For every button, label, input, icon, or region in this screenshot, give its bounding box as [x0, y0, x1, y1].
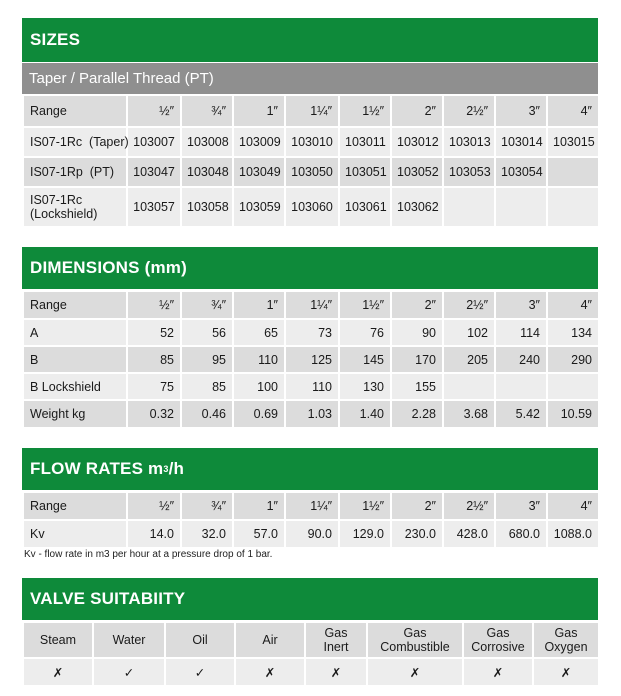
table-cell	[547, 187, 599, 227]
sizes-table	[22, 94, 600, 228]
table-cell: 1088.0	[547, 520, 599, 548]
flow-title-text: FLOW RATES m	[30, 459, 164, 478]
flow-rates-table	[22, 491, 600, 549]
table-cell: 103049	[233, 157, 285, 187]
table-cell: 103061	[339, 187, 391, 227]
header-line: Combustible	[380, 640, 450, 654]
header-cell: 1″	[233, 95, 285, 127]
header-cell: 2½″	[443, 291, 495, 319]
table-cell: 103057	[127, 187, 181, 227]
suitability-section-title: VALVE SUITABIITY	[22, 578, 598, 620]
sizes-section-title: SIZES	[22, 18, 598, 62]
table-cell: 114	[495, 319, 547, 346]
table-cell: 103014	[495, 127, 547, 157]
header-cell: 2½″	[443, 492, 495, 520]
table-cell: 95	[181, 346, 233, 373]
header-cell	[93, 622, 165, 658]
row-label: A	[23, 319, 127, 346]
header-cell: ½″	[127, 291, 181, 319]
suitability-mark: ✓	[93, 658, 165, 686]
table-cell: 103062	[391, 187, 443, 227]
header-line: Water	[112, 633, 146, 647]
header-cell: 1¼″	[285, 291, 339, 319]
flow-rate-footnote: Kv - flow rate in m3 per hour at a pressure drop of 1 bar.	[24, 549, 273, 560]
suitability-mark: ✗	[463, 658, 533, 686]
header-cell: 1½″	[339, 492, 391, 520]
table-cell: 14.0	[127, 520, 181, 548]
dimensions-header-row	[23, 291, 599, 319]
table-cell: 100	[233, 373, 285, 400]
header-cell: 4″	[547, 95, 599, 127]
header-line: Gas	[403, 626, 427, 640]
table-cell: 2.28	[391, 400, 443, 428]
table-cell: 56	[181, 319, 233, 346]
table-cell: 57.0	[233, 520, 285, 548]
table-cell: 103053	[443, 157, 495, 187]
table-cell: 103007	[127, 127, 181, 157]
row-label	[23, 187, 127, 227]
table-cell: 0.69	[233, 400, 285, 428]
header-cell: ½″	[127, 95, 181, 127]
suitability-mark: ✗	[533, 658, 599, 686]
table-cell: 145	[339, 346, 391, 373]
header-cell: ¾″	[181, 492, 233, 520]
table-cell: 0.46	[181, 400, 233, 428]
table-cell: 3.68	[443, 400, 495, 428]
header-line: Gas	[324, 626, 348, 640]
table-row	[23, 346, 599, 373]
header-cell	[23, 622, 93, 658]
table-cell	[495, 187, 547, 227]
flow-rates-section-title: FLOW RATES m 3 /h	[22, 448, 598, 490]
table-cell: 170	[391, 346, 443, 373]
header-line: Gas	[486, 626, 510, 640]
table-cell: 1.03	[285, 400, 339, 428]
table-cell: 75	[127, 373, 181, 400]
header-cell: ½″	[127, 492, 181, 520]
table-cell: 103050	[285, 157, 339, 187]
table-cell: 230.0	[391, 520, 443, 548]
sizes-header-row	[23, 95, 599, 127]
table-cell: 428.0	[443, 520, 495, 548]
table-cell: 10.59	[547, 400, 599, 428]
table-cell: 90	[391, 319, 443, 346]
header-cell: 2″	[391, 492, 443, 520]
suitability-table	[22, 621, 600, 687]
table-cell	[443, 187, 495, 227]
dimensions-table	[22, 290, 600, 429]
table-cell: 134	[547, 319, 599, 346]
table-cell: 76	[339, 319, 391, 346]
suitability-mark: ✗	[23, 658, 93, 686]
header-cell	[165, 622, 235, 658]
table-cell: 90.0	[285, 520, 339, 548]
header-cell	[305, 622, 367, 658]
header-cell: Range	[23, 492, 127, 520]
header-cell: 3″	[495, 492, 547, 520]
row-label: B Lockshield	[23, 373, 127, 400]
table-cell	[547, 157, 599, 187]
header-cell: 3″	[495, 95, 547, 127]
table-cell: 1.40	[339, 400, 391, 428]
table-cell: 680.0	[495, 520, 547, 548]
table-cell: 103059	[233, 187, 285, 227]
header-line: Air	[262, 633, 278, 647]
header-cell: 2″	[391, 95, 443, 127]
table-cell: 290	[547, 346, 599, 373]
table-cell: 5.42	[495, 400, 547, 428]
header-line: Inert	[323, 640, 349, 654]
table-cell: 103060	[285, 187, 339, 227]
table-cell: 103047	[127, 157, 181, 187]
table-cell: 125	[285, 346, 339, 373]
header-line: Oil	[192, 633, 208, 647]
table-cell: 103013	[443, 127, 495, 157]
suitability-mark: ✗	[235, 658, 305, 686]
table-row	[23, 520, 599, 548]
table-cell: 103015	[547, 127, 599, 157]
header-cell: 3″	[495, 291, 547, 319]
table-cell	[547, 373, 599, 400]
dimensions-section-title: DIMENSIONS (mm)	[22, 247, 598, 289]
header-cell	[463, 622, 533, 658]
table-cell	[443, 373, 495, 400]
row-label-line: (Lockshield)	[30, 207, 98, 221]
header-cell	[235, 622, 305, 658]
table-row	[23, 400, 599, 428]
header-line: Oxygen	[544, 640, 588, 654]
header-cell: ¾″	[181, 95, 233, 127]
table-cell: 103011	[339, 127, 391, 157]
table-row	[23, 187, 599, 227]
flow-title-suffix: /h	[168, 459, 185, 478]
header-cell: Range	[23, 95, 127, 127]
table-cell: 103054	[495, 157, 547, 187]
header-cell: 2″	[391, 291, 443, 319]
table-row	[23, 157, 599, 187]
header-line: Corrosive	[471, 640, 525, 654]
table-cell: 52	[127, 319, 181, 346]
header-cell	[533, 622, 599, 658]
header-cell: 1½″	[339, 95, 391, 127]
table-row	[23, 319, 599, 346]
row-label: B	[23, 346, 127, 373]
table-row	[23, 658, 599, 686]
header-cell: 1½″	[339, 291, 391, 319]
table-cell: 103012	[391, 127, 443, 157]
table-cell: 103051	[339, 157, 391, 187]
table-cell: 103010	[285, 127, 339, 157]
table-cell: 130	[339, 373, 391, 400]
header-cell: 2½″	[443, 95, 495, 127]
table-cell: 103058	[181, 187, 233, 227]
table-cell: 110	[233, 346, 285, 373]
table-cell: 85	[181, 373, 233, 400]
header-line: Steam	[39, 633, 77, 647]
flow-header-row	[23, 492, 599, 520]
header-cell: Range	[23, 291, 127, 319]
table-cell: 102	[443, 319, 495, 346]
suitability-mark: ✗	[367, 658, 463, 686]
suitability-mark: ✗	[305, 658, 367, 686]
header-line: Gas	[554, 626, 578, 640]
header-cell: 1″	[233, 492, 285, 520]
table-cell: 65	[233, 319, 285, 346]
header-cell: 1¼″	[285, 492, 339, 520]
header-cell: 4″	[547, 291, 599, 319]
table-cell: 0.32	[127, 400, 181, 428]
row-label-line: IS07-1Rc	[30, 193, 83, 207]
header-cell: ¾″	[181, 291, 233, 319]
table-cell: 103048	[181, 157, 233, 187]
table-cell: 240	[495, 346, 547, 373]
row-label: IS07-1Rc (Taper)	[23, 127, 127, 157]
table-cell: 103009	[233, 127, 285, 157]
table-cell: 32.0	[181, 520, 233, 548]
table-cell: 110	[285, 373, 339, 400]
header-cell: 1″	[233, 291, 285, 319]
table-row	[23, 373, 599, 400]
table-cell: 85	[127, 346, 181, 373]
header-cell: 1¼″	[285, 95, 339, 127]
header-cell: 4″	[547, 492, 599, 520]
table-cell: 73	[285, 319, 339, 346]
row-label: IS07-1Rp (PT)	[23, 157, 127, 187]
table-cell: 103052	[391, 157, 443, 187]
suitability-mark: ✓	[165, 658, 235, 686]
table-cell: 103008	[181, 127, 233, 157]
table-cell: 205	[443, 346, 495, 373]
row-label: Kv	[23, 520, 127, 548]
table-row	[23, 127, 599, 157]
table-cell	[495, 373, 547, 400]
suitability-header-row	[23, 622, 599, 658]
sizes-subtitle: Taper / Parallel Thread (PT)	[22, 63, 598, 94]
row-label: Weight kg	[23, 400, 127, 428]
table-cell: 129.0	[339, 520, 391, 548]
header-cell	[367, 622, 463, 658]
table-cell: 155	[391, 373, 443, 400]
